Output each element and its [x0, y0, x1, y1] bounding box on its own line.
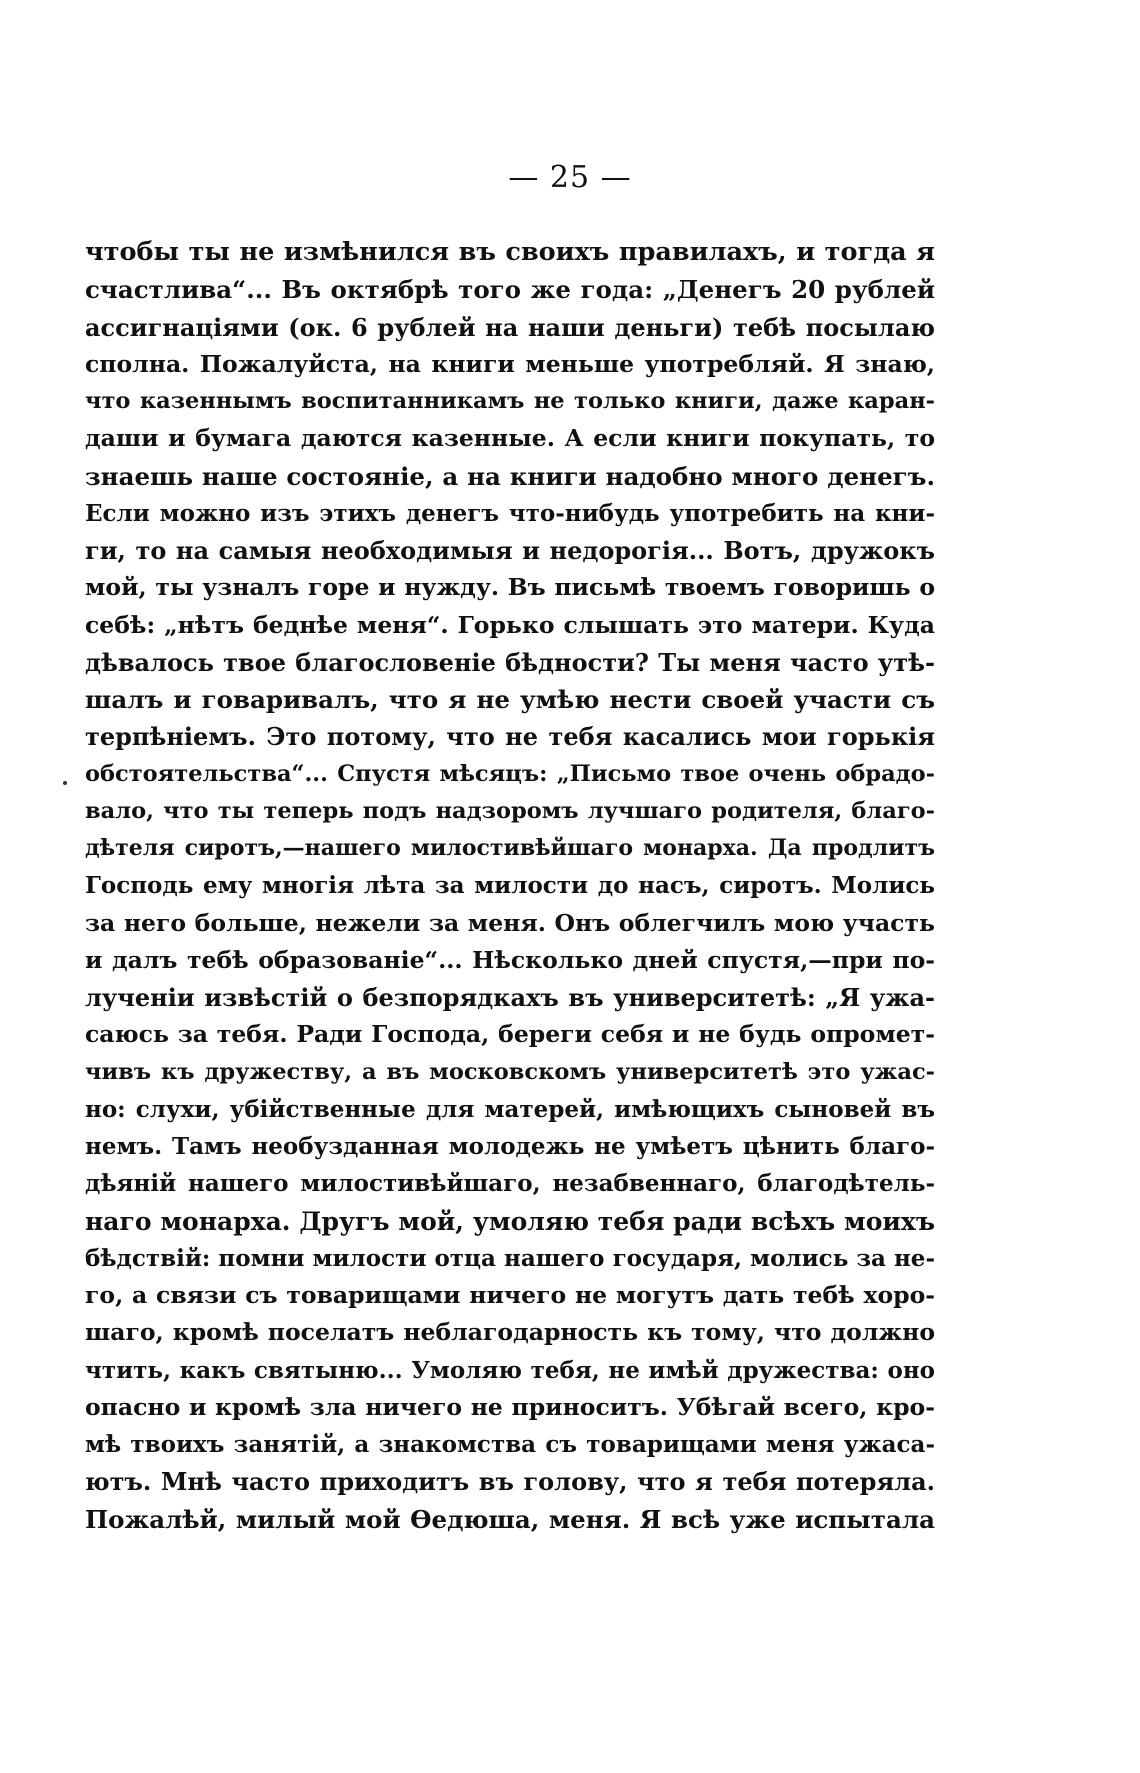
text-line: Пожалѣй, милый мой Ѳедюша, меня. Я всѣ уже испытала: [85, 1504, 935, 1534]
text-line: го, а связи съ товарищами ничего не могутъ дать тебѣ хоро-: [85, 1281, 935, 1309]
text-line: наго монарха. Другъ мой, умоляю тебя ради всѣхъ моихъ: [85, 1206, 935, 1236]
body-text: [85, 234, 935, 1538]
text-line: себѣ: „нѣтъ беднѣе меня“. Горько слышать это матери. Куда: [85, 610, 935, 639]
text-line: и далъ тебѣ образованіе“... Нѣсколько дней спустя,—при по-: [85, 945, 935, 974]
margin-mark: [63, 781, 67, 785]
text-line: мѣ твоихъ занятій, а знакомства съ товарищами меня ужаса-: [85, 1431, 935, 1458]
text-line: бѣдствій: помни милости отца нашего государя, молись за не-: [85, 1244, 935, 1272]
text-line: что казеннымъ воспитанникамъ не только книги, даже каран-: [85, 388, 935, 414]
text-line: Если можно изъ этихъ денегъ что-нибудь употребить на кни-: [85, 499, 935, 527]
text-line: шалъ и говаривалъ, что я не умѣю нести своей участи съ: [85, 685, 935, 714]
text-line: мой, ты узналъ горе и нужду. Въ письмѣ твоемъ говоришь о: [85, 573, 935, 602]
text-line: Господь ему многія лѣта за милости до насъ, сиротъ. Молись: [85, 872, 935, 900]
text-line: дѣтеля сиротъ,—нашего милостивѣйшаго монарха. Да продлитъ: [85, 835, 935, 861]
text-line: обстоятельства“... Спустя мѣсяцъ: „Письмо твое очень обрадо-: [85, 760, 935, 787]
page-number: — 25 —: [508, 160, 632, 195]
text-line: вало, что ты теперь подъ надзоромъ лучшаго родителя, благо-: [85, 797, 935, 824]
text-line: ги, то на самыя необходимыя и недорогія... Вотъ, дружокъ: [85, 536, 935, 565]
text-line: немъ. Тамъ необузданная молодежь не умѣетъ цѣнить благо-: [85, 1133, 935, 1160]
text-line: лученіи извѣстій о безпорядкахъ въ университетѣ: „Я ужа-: [85, 983, 935, 1012]
text-line: ассигнаціями (ок. 6 рублей на наши деньги) тебѣ посылаю: [85, 312, 935, 342]
text-line: дѣвалось твое благословеніе бѣдности? Ты меня часто утѣ-: [85, 647, 935, 677]
text-line: терпѣніемъ. Это потому, что не тебя касались мои горькія: [85, 722, 935, 752]
text-line: саюсь за тебя. Ради Господа, береги себя и не будь опромет-: [85, 1020, 935, 1049]
text-line: даши и бумага даются казенные. А если книги покупать, то: [85, 424, 935, 453]
text-line: дѣяній нашего милостивѣйшаго, незабвеннаго, благодѣтель-: [85, 1170, 935, 1198]
text-line: знаешь наше состояніе, а на книги надобно много денегъ.: [85, 461, 935, 491]
text-line: чтобы ты не измѣнился въ своихъ правилахъ, и тогда я: [85, 237, 935, 267]
text-line: опасно и кромѣ зла ничего не приноситъ. Убѣгай всего, кро-: [85, 1392, 935, 1421]
text-line: чивъ къ дружеству, а въ московскомъ университетѣ это ужас-: [85, 1058, 935, 1085]
text-line: ютъ. Мнѣ часто приходитъ въ голову, что я тебя потеряла.: [85, 1467, 935, 1497]
text-line: но: слухи, убійственные для матерей, имѣющихъ сыновей въ: [85, 1095, 935, 1123]
text-line: счастлива“... Въ октябрѣ того же года: „Денегъ 20 рублей: [85, 275, 935, 305]
text-line: сполна. Пожалуйста, на книги меньше употребляй. Я знаю,: [85, 349, 935, 378]
text-line: чтить, какъ святыню... Умоляю тебя, не имѣй дружества: оно: [85, 1356, 935, 1384]
text-line: шаго, кромѣ поселатъ неблагодарность къ тому, что должно: [85, 1318, 935, 1347]
text-line: за него больше, нежели за меня. Онъ облегчилъ мою участь: [85, 908, 935, 937]
